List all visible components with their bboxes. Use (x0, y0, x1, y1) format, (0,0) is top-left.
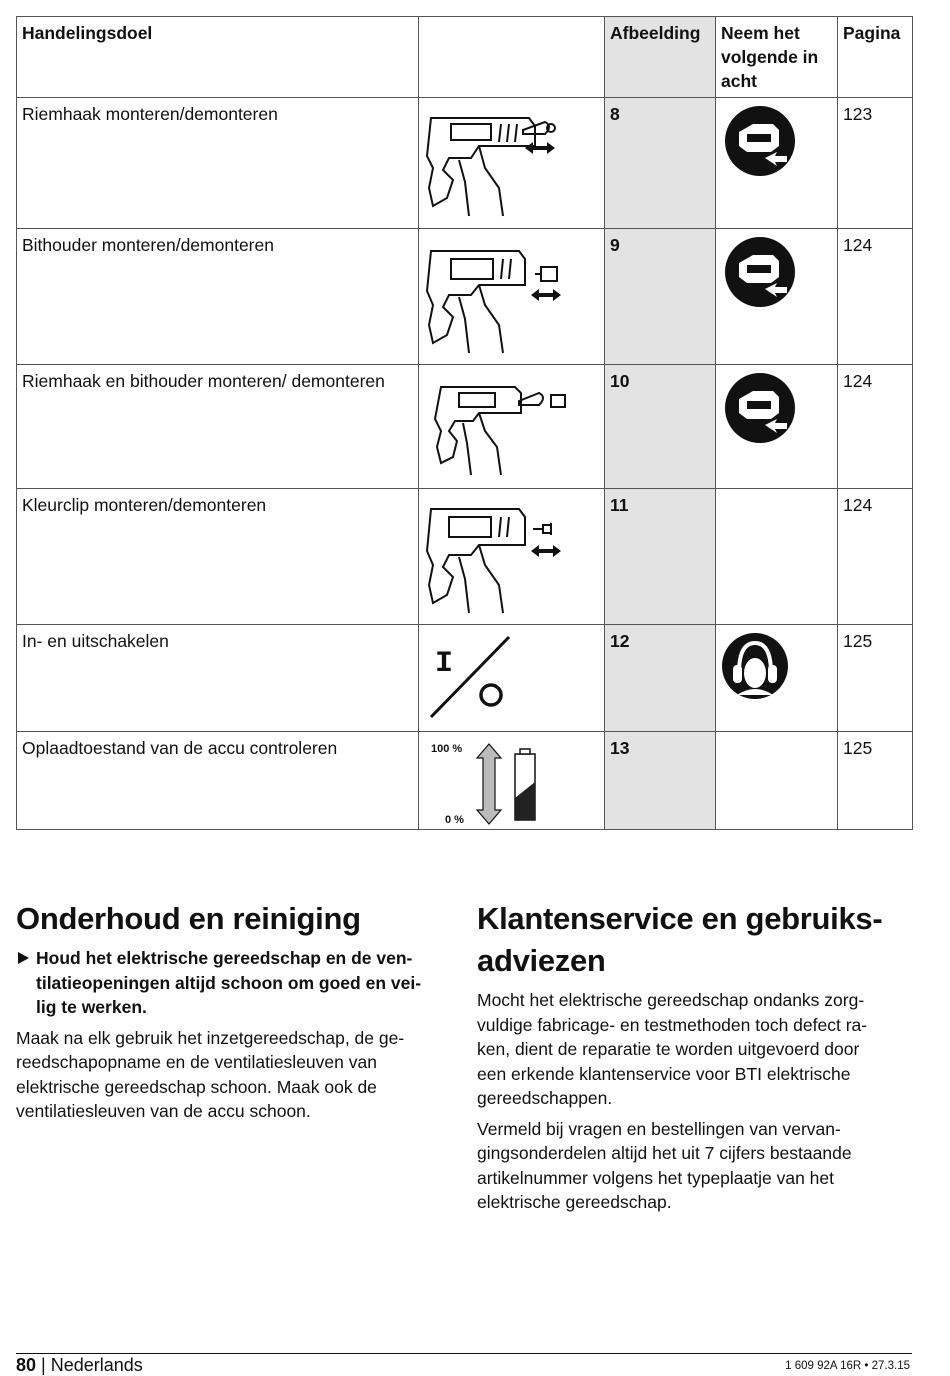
paragraph-line: Maak na elk gebruik het inzetgereedschap, de ge- (16, 1027, 405, 1048)
header-note: Neem het volgende in acht (716, 17, 838, 98)
row-goal: Oplaadtoestand van de accu controleren (17, 732, 419, 830)
footer-divider (16, 1353, 912, 1354)
row-goal: Riemhaak en bithouder monteren/ demonteren (17, 365, 419, 489)
row-note-empty (716, 732, 838, 830)
title-line: Klantenservice en gebruiks- (477, 901, 883, 936)
row-figure: 12 (605, 625, 716, 732)
row-figure: 10 (605, 365, 716, 489)
header-figure: Afbeelding (605, 17, 716, 98)
on-off-switch-icon (419, 625, 605, 732)
battery-remove-icon (716, 229, 838, 365)
paragraph-line: elektrische gereedschap. (477, 1192, 672, 1212)
paragraph-line: elektrische gereedschap schoon. Maak ook de (16, 1076, 377, 1097)
charge-top-label: 100 % (431, 743, 463, 755)
row-page: 124 (838, 229, 913, 365)
drill-color-clip-icon (419, 489, 605, 625)
drill-bit-holder-icon (419, 229, 605, 365)
table-row (17, 98, 913, 229)
bullet-line: Houd het elektrische gereedschap en de ven- (36, 948, 413, 968)
table-row (17, 365, 913, 489)
header-illustration (419, 17, 605, 98)
paragraph-line: ventilatiesleuven van de accu schoon. (16, 1101, 311, 1121)
table-row (17, 625, 913, 732)
maintenance-paragraph (16, 1026, 456, 1124)
hearing-protection-icon (716, 625, 838, 732)
row-page: 124 (838, 489, 913, 625)
paragraph-line: vuldige fabricage- en testmethoden toch defect ra- (477, 1014, 868, 1035)
title-line: adviezen (477, 943, 606, 978)
service-paragraph-2 (477, 1117, 917, 1215)
row-figure: 11 (605, 489, 716, 625)
battery-remove-icon (716, 365, 838, 489)
paragraph-line: artikelnummer volgens het typeplaatje van het (477, 1167, 835, 1188)
drill-belt-hook-icon (419, 98, 605, 229)
paragraph-line: ken, dient de reparatie te worden uitgevoerd door (477, 1039, 860, 1059)
footer-language: Nederlands (50, 1355, 143, 1375)
paragraph-line: Mocht het elektrische gereedschap ondanks zorg- (477, 990, 865, 1010)
table-header-row (17, 17, 913, 98)
row-page: 124 (838, 365, 913, 489)
row-page: 125 (838, 625, 913, 732)
maintenance-bullet (16, 946, 456, 1020)
row-figure: 8 (605, 98, 716, 229)
page-number: 80 (16, 1355, 37, 1375)
header-goal: Handelingsdoel (17, 17, 419, 98)
doc-code: 1 609 92A 16R • 27.3.15 (785, 1360, 910, 1372)
row-goal: Riemhaak monteren/demonteren (17, 98, 419, 229)
charge-bottom-label: 0 % (445, 814, 464, 826)
paragraph-line: Vermeld bij vragen en bestellingen van vervan- (477, 1118, 841, 1139)
service-paragraph-1 (477, 988, 917, 1111)
table-row (17, 732, 913, 830)
row-page: 123 (838, 98, 913, 229)
paragraph-line: reedschapopname en de ventilatiesleuven van (16, 1052, 377, 1072)
row-figure: 9 (605, 229, 716, 365)
footer-separator: | (41, 1355, 46, 1375)
paragraph-line: gingsonderdelen altijd het uit 7 cijfers bestaande (477, 1143, 852, 1163)
row-goal: Bithouder monteren/demonteren (17, 229, 419, 365)
row-goal: In- en uitschakelen (17, 625, 419, 732)
table-row (17, 229, 913, 365)
battery-remove-icon (716, 98, 838, 229)
row-figure: 13 (605, 732, 716, 830)
switch-on-label: I (435, 647, 454, 681)
footer-page-info (16, 1355, 143, 1376)
bullet-line: tilatieopeningen altijd schoon om goed en vei- (36, 972, 422, 993)
paragraph-line: gereedschappen. (477, 1088, 613, 1108)
maintenance-title: Onderhoud en reiniging (16, 901, 361, 936)
maintenance-section (16, 898, 456, 1130)
row-page: 125 (838, 732, 913, 830)
row-goal: Kleurclip monteren/demonteren (17, 489, 419, 625)
drill-hook-and-holder-icon (419, 365, 605, 489)
switch-off-symbol (481, 685, 501, 705)
bullet-triangle-icon (18, 952, 29, 964)
row-note-empty (716, 489, 838, 625)
service-title (477, 898, 917, 982)
service-section (477, 898, 917, 1221)
table-row (17, 489, 913, 625)
header-page: Pagina (838, 17, 913, 98)
bullet-line: lig te werken. (36, 997, 147, 1017)
operations-table (16, 16, 913, 830)
paragraph-line: een erkende klantenservice voor BTI elektrische (477, 1063, 851, 1084)
battery-charge-icon (419, 732, 605, 830)
